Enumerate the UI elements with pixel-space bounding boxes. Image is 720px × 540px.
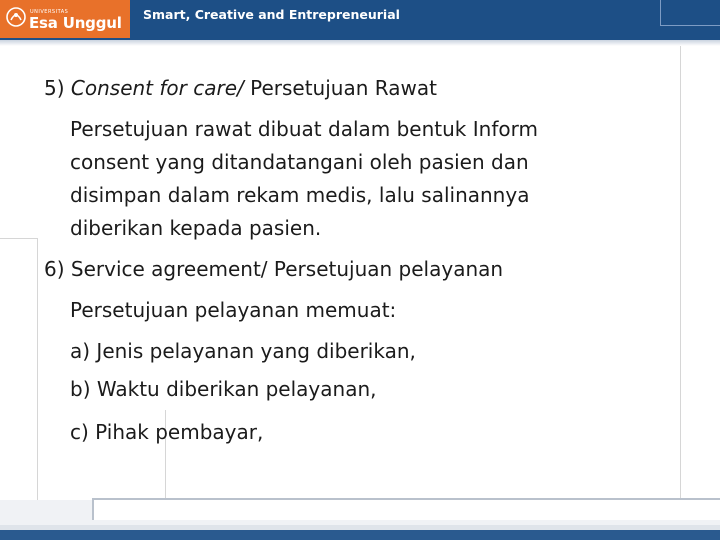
section-6-body-line: Persetujuan pelayanan memuat: bbox=[70, 298, 397, 322]
section-6-list-item: b) Waktu diberikan pelayanan, bbox=[70, 377, 377, 401]
section-5-body-line: Persetujuan rawat dibuat dalam bentuk Inform bbox=[70, 117, 538, 141]
section-5-body-line: consent yang ditandatangani oleh pasien dan bbox=[70, 150, 529, 174]
section-5-title-rest: Persetujuan Rawat bbox=[243, 76, 437, 100]
section-5-body-line: diberikan kepada pasien. bbox=[70, 216, 322, 240]
section-5-heading bbox=[44, 76, 437, 100]
section-6-list-item: a) Jenis pelayanan yang diberikan, bbox=[70, 339, 416, 363]
section-5-number: 5) bbox=[44, 76, 65, 100]
section-5-body-line: disimpan dalam rekam medis, lalu salinannya bbox=[70, 183, 530, 207]
section-6-heading: 6) Service agreement/ Persetujuan pelayanan bbox=[44, 257, 504, 281]
logo-university-label: UNIVERSITAS bbox=[30, 9, 69, 15]
section-5-title-italic: Consent for care/ bbox=[70, 76, 244, 100]
section-6-list-item: c) Pihak pembayar, bbox=[70, 420, 264, 444]
logo-name: Esa Unggul bbox=[29, 14, 122, 32]
header-tagline: Smart, Creative and Entrepreneurial bbox=[143, 7, 400, 22]
